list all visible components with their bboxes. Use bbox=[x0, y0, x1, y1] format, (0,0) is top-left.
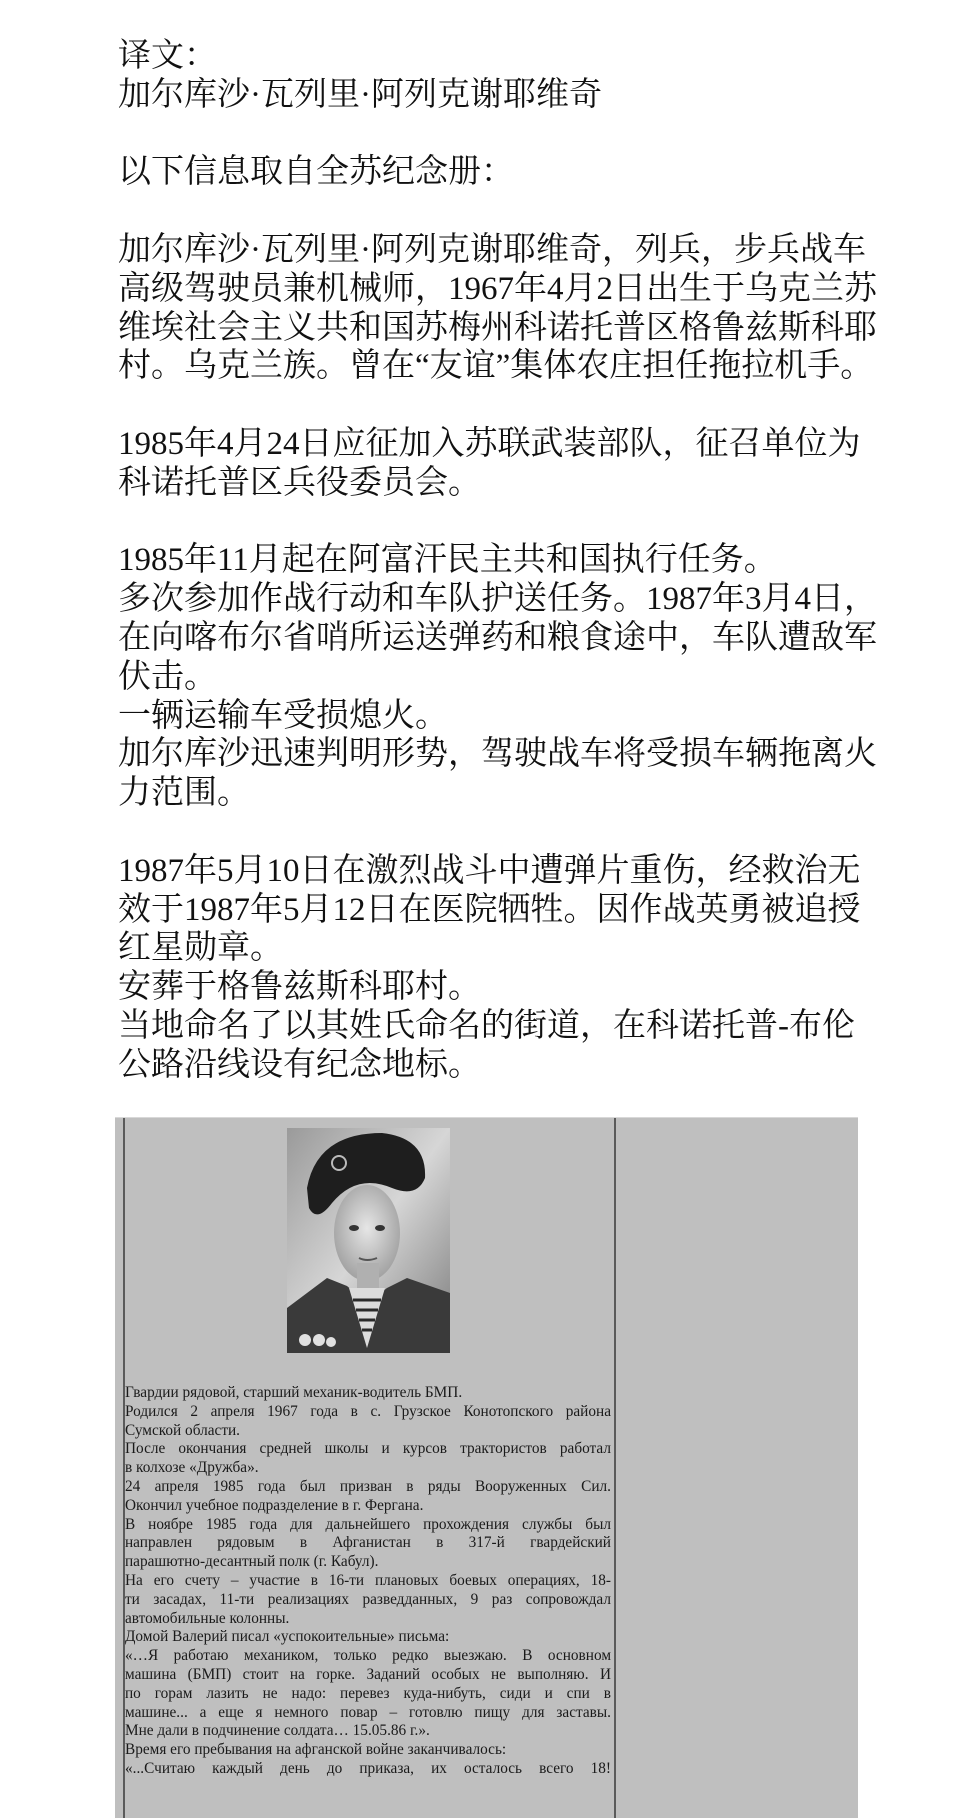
blank-line bbox=[118, 115, 898, 154]
paragraph-3-line: 伏击。 bbox=[118, 658, 217, 695]
translation-text bbox=[118, 37, 898, 1085]
clipping-text-line: в колхозе «Дружба». bbox=[125, 1459, 259, 1477]
clipping-text-line: Окончил учебное подразделение в г. Фергана. bbox=[125, 1496, 424, 1514]
paragraph-3-line: 多次参加作战行动和车队护送任务。1987年3月4日， bbox=[118, 581, 877, 618]
translation-paragraphs bbox=[118, 231, 898, 1085]
paragraph-3-line: 一辆运输车受损熄火。 bbox=[118, 697, 448, 734]
translation-label: 译文： bbox=[118, 38, 217, 74]
source-intro: 以下信息取自全苏纪念册： bbox=[118, 154, 514, 191]
clipping-text-line: Мне дали в подчинение солдата… 15.05.86 г.». bbox=[125, 1722, 430, 1740]
clipping-biography-text bbox=[125, 1384, 611, 1779]
blank-line bbox=[118, 192, 898, 231]
paragraph-2-line: 科诺托普区兵役委员会。 bbox=[118, 464, 481, 501]
paragraph-4-line: 当地命名了以其姓氏命名的街道，在科诺托普-布伦 bbox=[118, 1007, 855, 1044]
clipping-text-line: 24 апреля 1985 года был призван в ряды Вооруженных Сил. bbox=[125, 1477, 611, 1495]
paragraph-1-line: 村。乌克兰族。曾在“友谊”集体农庄担任拖拉机手。 bbox=[118, 348, 874, 385]
paragraph-4-line: 1987年5月10日在激烈战斗中遭弹片重伤，经救治无 bbox=[118, 852, 861, 889]
clipping-text-line: парашютно-десантный полк (г. Кабул). bbox=[125, 1553, 379, 1571]
memorial-book-clipping bbox=[115, 1117, 858, 1818]
blank-line bbox=[118, 813, 898, 852]
paragraph-4-line: 效于1987年5月12日在医院牺牲。因作战英勇被追授 bbox=[118, 891, 861, 928]
clipping-text-line: машине... а еще я немного повар – готовлю пищу для заставы. bbox=[125, 1703, 611, 1721]
clipping-text-line: ти засадах, 11-ти реализациях разведданных, 9 раз сопровождал bbox=[125, 1590, 611, 1608]
blank-line bbox=[118, 386, 898, 425]
soldier-name-title: 加尔库沙·瓦列里·阿列克谢耶维奇 bbox=[118, 76, 602, 113]
clipping-text-line: по горам лазить не надо: перевез куда-нибуть, сиди и спи в bbox=[125, 1684, 611, 1702]
clipping-text-line: Домой Валерий писал «успокоительные» письма: bbox=[125, 1628, 450, 1646]
paragraph-3-line: 1985年11月起在阿富汗民主共和国执行任务。 bbox=[118, 542, 777, 579]
clipping-text-line: После окончания средней школы и курсов трактористов работал bbox=[125, 1440, 611, 1458]
clipping-text-line: На его счету – участие в 16-ти плановых боевых операциях, 18- bbox=[125, 1571, 611, 1589]
paragraph-3-line: 力范围。 bbox=[118, 775, 250, 812]
clipping-text-line: автомобильные колонны. bbox=[125, 1609, 290, 1627]
paragraph-4-line: 安葬于格鲁兹斯科耶村。 bbox=[118, 969, 481, 1006]
clipping-text-line: Сумской области. bbox=[125, 1421, 241, 1439]
paragraph-1-line: 加尔库沙·瓦列里·阿列克谢耶维奇，列兵，步兵战车 bbox=[118, 231, 866, 268]
paragraph-3-line: 加尔库沙迅速判明形势，驾驶战车将受损车辆拖离火 bbox=[118, 736, 877, 773]
clipping-text-line: Время его пребывания на афганской войне заканчивалось: bbox=[125, 1741, 507, 1759]
soldier-portrait-photo bbox=[287, 1128, 450, 1353]
paragraph-1-line: 维埃社会主义共和国苏梅州科诺托普区格鲁兹斯科耶 bbox=[118, 309, 877, 346]
clipping-text-line: «…Я работаю механиком, только редко выезжаю. В основном bbox=[125, 1647, 611, 1665]
clipping-text-line: «...Считаю каждый день до приказа, их осталось всего 18! bbox=[125, 1759, 611, 1777]
paragraph-1-line: 高级驾驶员兼机械师，1967年4月2日出生于乌克兰苏 bbox=[118, 270, 877, 307]
clipping-text-line: В ноябре 1985 года для дальнейшего прохождения службы был bbox=[125, 1515, 611, 1533]
paragraph-4-line: 红星勋章。 bbox=[118, 930, 283, 967]
clipping-text-line: Родился 2 апреля 1967 года в с. Грузское Конотопского района bbox=[125, 1402, 611, 1420]
clipping-text-line: машина (БМП) стоит на горке. Заданий особых не выполняю. И bbox=[125, 1665, 611, 1683]
clipping-text-line: Гвардии рядовой, старший механик-водитель БМП. bbox=[125, 1384, 463, 1401]
blank-line bbox=[118, 503, 898, 542]
clipping-text-line: направлен рядовым в Афганистан в 317-й гвардейский bbox=[125, 1534, 611, 1552]
clipping-column-divider bbox=[614, 1118, 616, 1818]
paragraph-2-line: 1985年4月24日应征加入苏联武装部队，征召单位为 bbox=[118, 425, 861, 462]
paragraph-4-line: 公路沿线设有纪念地标。 bbox=[118, 1046, 481, 1083]
paragraph-3-line: 在向喀布尔省哨所运送弹药和粮食途中，车队遭敌军 bbox=[118, 619, 877, 656]
